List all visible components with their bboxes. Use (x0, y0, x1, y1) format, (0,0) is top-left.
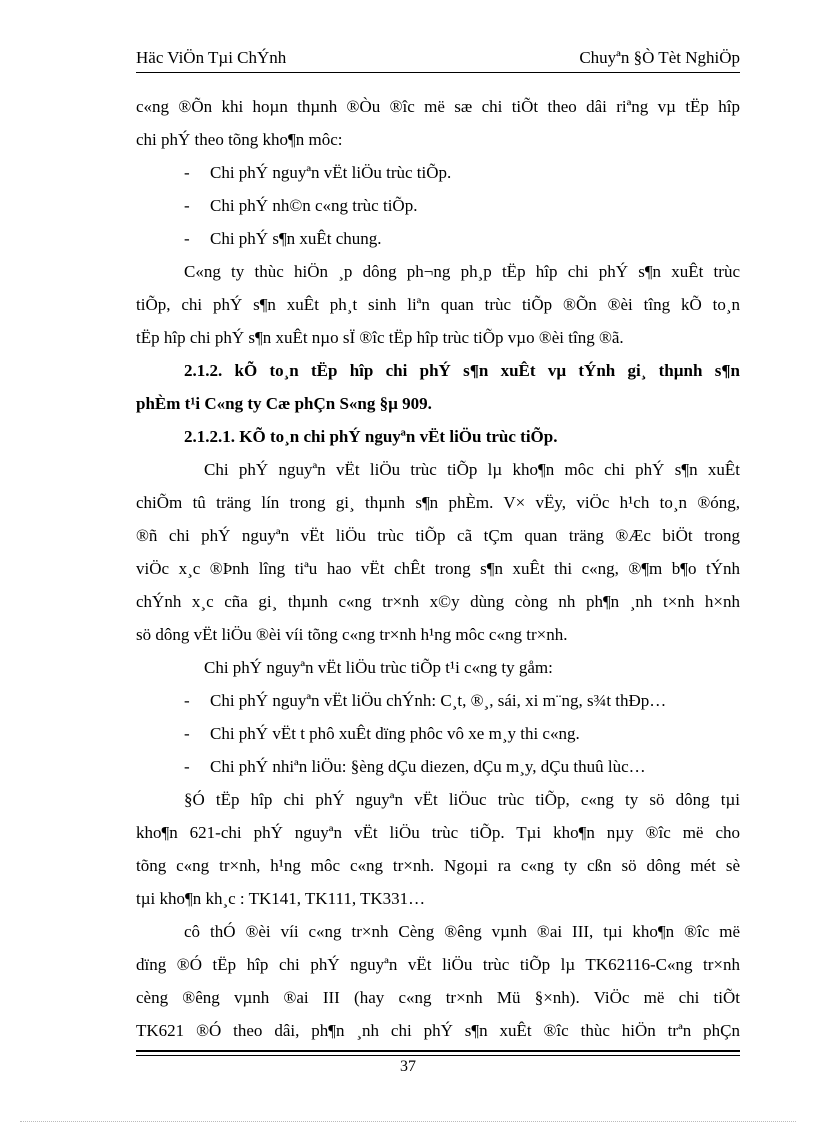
list-item-text: Chi phÝ nguyªn vËt liÖu trùc tiÕp. (210, 163, 452, 182)
text-line: tõng c«ng tr×nh, h¹ng môc c«ng tr×nh. Ngoµi ra c«ng ty cßn sö dông mét sè (136, 856, 740, 875)
text-line: dïng ®Ó tËp hîp chi phÝ nguyªn vËt liÖu trùc tiÕp lµ TK62116-C«ng tr×nh (136, 955, 740, 974)
bullet-dash: - (184, 229, 190, 248)
page-header (136, 48, 740, 72)
text-line: viÖc x¸c ®Þnh lîng tiªu hao vËt chÊt trong s¶n xuÊt thi c«ng, ®¶m b¶o tÝnh (136, 559, 740, 578)
list-item (136, 189, 740, 222)
text-line: C«ng ty thùc hiÖn ¸p dông ph¬ng ph¸p tËp hîp chi phÝ s¶n xuÊt trùc (184, 262, 740, 281)
text-line: c«ng ®Õn khi hoµn thµnh ®Òu ®îc më sæ chi tiÕt theo dâi riªng vµ tËp hîp (136, 97, 740, 116)
subsection-heading: 2.1.2.1. KÕ to¸n chi phÝ nguyªn vËt liÖu trùc tiÕp. (184, 427, 558, 446)
text-line: cô thÓ ®èi víi c«ng tr×nh Cèng ®êng vµnh ®ai III, tµi kho¶n ®îc më (184, 922, 740, 941)
header-title: Chuyªn §Ò Tèt NghiÖp (579, 48, 740, 67)
list-item (136, 684, 740, 717)
text-line: tËp hîp chi phÝ s¶n xuÊt nµo sÏ ®îc tËp hîp trùc tiÕp vµo ®èi tîng ®ã. (136, 328, 624, 347)
list-item-text: Chi phÝ nhiªn liÖu: §èng dÇu diezen, dÇu m¸y, dÇu thuû lùc… (210, 757, 646, 776)
text-line: Chi phÝ nguyªn vËt liÖu trùc tiÕp lµ kho¶n môc chi phÝ s¶n xuÊt (204, 460, 740, 479)
list-item-text: Chi phÝ nh©n c«ng trùc tiÕp. (210, 196, 418, 215)
list-item (136, 222, 740, 255)
header-institution: Häc ViÖn Tµi ChÝnh (136, 48, 287, 67)
bullet-dash: - (184, 724, 190, 743)
text-line: tiÕp, chi phÝ s¶n xuÊt ph¸t sinh liªn quan trùc tiÕp ®Õn ®èi tîng kÕ to¸n (136, 295, 740, 314)
text-line: chiÕm tû träng lín trong gi¸ thµnh s¶n phÈm. V× vËy, viÖc h¹ch to¸n ®óng, (136, 493, 740, 512)
list-item-text: Chi phÝ nguyªn vËt liÖu chÝnh: C¸t, ®¸, sái, xi m¨ng, s¾t thÐp… (210, 691, 667, 710)
bullet-dash: - (184, 196, 190, 215)
text-line: §Ó tËp hîp chi phÝ nguyªn vËt liÖuc trùc tiÕp, c«ng ty sö dông tµi (184, 790, 740, 809)
header-rule (136, 72, 740, 73)
section-heading: phÈm t¹i C«ng ty Cæ phÇn S«ng §µ 909. (136, 394, 432, 413)
list-item (136, 717, 740, 750)
footer-rule (136, 1050, 740, 1052)
page-edge-divider (20, 1121, 796, 1122)
bullet-dash: - (184, 163, 190, 182)
text-line: tµi kho¶n kh¸c : TK141, TK111, TK331… (136, 889, 426, 908)
list-item-text: Chi phÝ s¶n xuÊt chung. (210, 229, 382, 248)
section-heading: 2.1.2. kÕ to¸n tËp hîp chi phÝ s¶n xuÊt vµ tÝnh gi¸ thµnh s¶n (184, 361, 740, 380)
text-line: sö dông vËt liÖu ®èi víi tõng c«ng tr×nh h¹ng môc c«ng tr×nh. (136, 625, 568, 644)
text-line: ®ñ chi phÝ nguyªn vËt liÖu trùc tiÕp cã tÇm quan träng ®Æc biÖt trong (136, 526, 740, 545)
list-item-text: Chi phÝ vËt t phô xuÊt dïng phôc vô xe m¸y thi c«ng. (210, 724, 580, 743)
page-number: 37 (400, 1058, 416, 1075)
list-item (136, 156, 740, 189)
bullet-dash: - (184, 757, 190, 776)
text-line: cèng ®êng vµnh ®ai III (hay c«ng tr×nh Mü §×nh). ViÖc më chi tiÕt (136, 988, 740, 1007)
bullet-dash: - (184, 691, 190, 710)
text-line: TK621 ®Ó theo dâi, ph¶n ¸nh chi phÝ s¶n xuÊt ®îc thùc hiÖn trªn phÇn (136, 1021, 740, 1040)
list-item (136, 750, 740, 783)
footer-rule (136, 1055, 740, 1056)
text-line: chi phÝ theo tõng kho¶n môc: (136, 130, 343, 149)
text-line: chÝnh x¸c cña gi¸ thµnh c«ng tr×nh x©y dùng còng nh ph¶n ¸nh t×nh h×nh (136, 592, 740, 611)
text-line: Chi phÝ nguyªn vËt liÖu trùc tiÕp t¹i c«ng ty gåm: (204, 658, 553, 677)
text-line: kho¶n 621-chi phÝ nguyªn vËt liÖu trùc tiÕp. Tµi kho¶n nµy ®îc më cho (136, 823, 740, 842)
